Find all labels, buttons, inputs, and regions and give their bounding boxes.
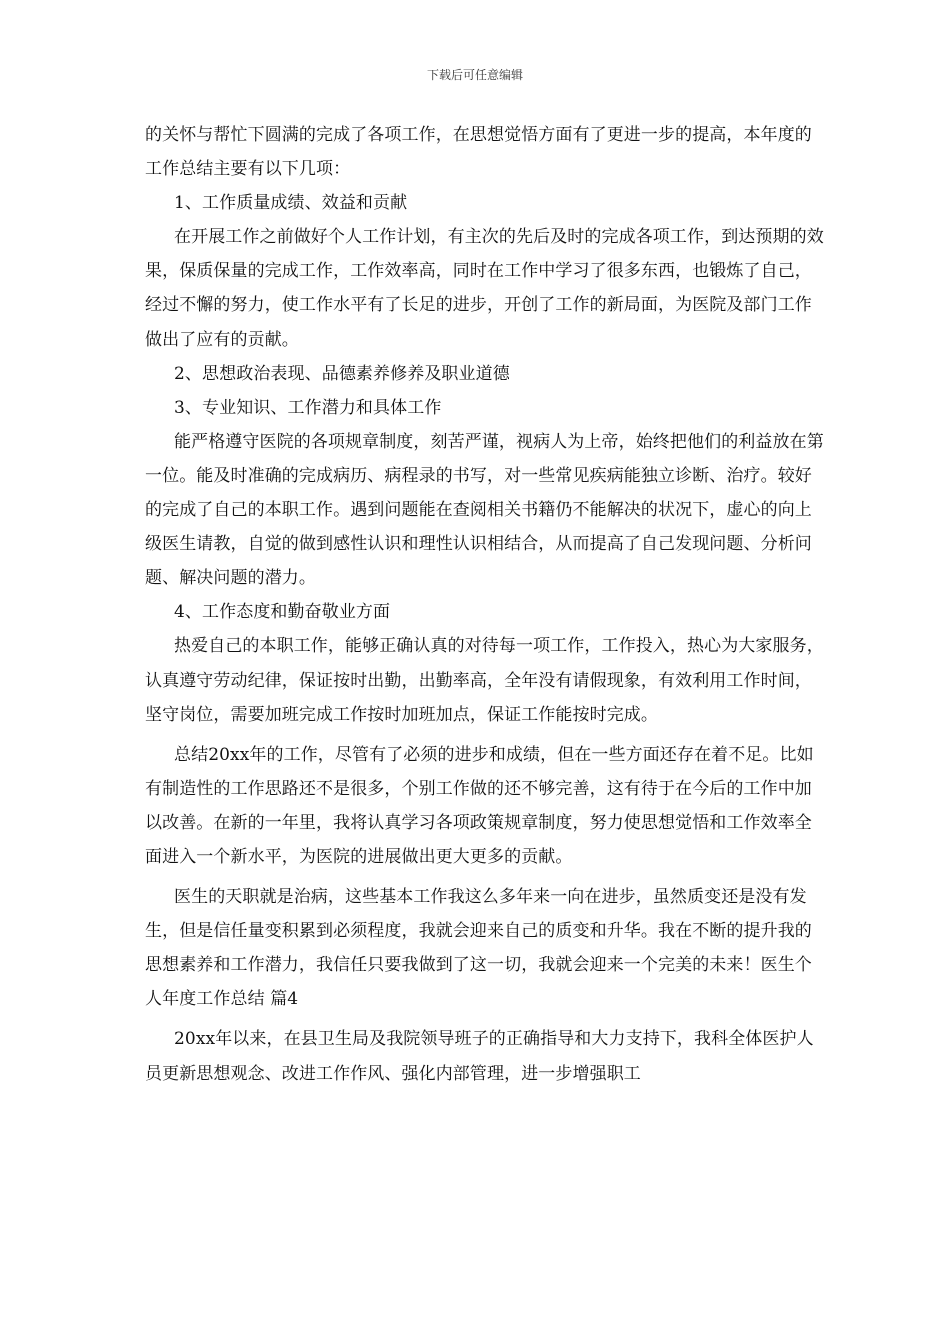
paragraph-next-section: 20xx年以来，在县卫生局及我院领导班子的正确指导和大力支持下，我科全体医护人员更新思想观念、改进工作作风、强化内部管理，进一步增强职工: [145, 1029, 814, 1084]
heading-1: 1、工作质量成绩、效益和贡献: [174, 193, 408, 214]
document-body: [145, 118, 825, 1091]
paragraph-summary: 总结20xx年的工作，尽管有了必须的进步和成绩，但在一些方面还存在着不足。比如有制造性的工作思路还不是很多，个别工作做的还不够完善，这有待于在今后的工作中加以改善。在新的一年里，我将认真学习各项政策规章制度，努力使思想觉悟和工作效率全面进入一个新水平，为医院的进展做出更大更多的贡献。: [145, 744, 814, 867]
heading-2: 2、思想政治表现、品德素养修养及职业道德: [174, 363, 510, 384]
paragraph-closing: 医生的天职就是治病，这些基本工作我这么多年来一向在进步，虽然质变还是没有发生，但是信任量变积累到必须程度，我就会迎来自己的质变和升华。我在不断的提升我的思想素养和工作潜力，我信任只要我做到了这一切，我就会迎来一个完美的未来！医生个人年度工作总结 篇4: [145, 887, 812, 1010]
paragraph-1: 在开展工作之前做好个人工作计划，有主次的先后及时的完成各项工作，到达预期的效果，保质保量的完成工作，工作效率高，同时在工作中学习了很多东西，也锻炼了自己，经过不懈的努力，使工作水平有了长足的进步，开创了工作的新局面，为医院及部门工作做出了应有的贡献。: [145, 227, 824, 350]
paragraph-intro: 的关怀与帮忙下圆满的完成了各项工作，在思想觉悟方面有了更进一步的提高，本年度的工作总结主要有以下几项：: [145, 125, 812, 180]
heading-3: 3、专业知识、工作潜力和具体工作: [174, 397, 442, 418]
paragraph-3: 能严格遵守医院的各项规章制度，刻苦严谨，视病人为上帝，始终把他们的利益放在第一位。能及时准确的完成病历、病程录的书写，对一些常见疾病能独立诊断、治疗。较好的完成了自己的本职工作。遇到问题能在查阅相关书籍仍不能解决的状况下，虚心的向上级医生请教，自觉的做到感性认识和理性认识相结合，从而提高了自己发现问题、分析问题、解决问题的潜力。: [145, 431, 824, 589]
heading-4: 4、工作态度和勤奋敬业方面: [174, 602, 391, 623]
paragraph-4: 热爱自己的本职工作，能够正确认真的对待每一项工作，工作投入，热心为大家服务，认真遵守劳动纪律，保证按时出勤，出勤率高，全年没有请假现象，有效利用工作时间，坚守岗位，需要加班完成工作按时加班加点，保证工作能按时完成。: [145, 636, 824, 725]
page-header: 下载后可任意编辑: [426, 68, 523, 82]
